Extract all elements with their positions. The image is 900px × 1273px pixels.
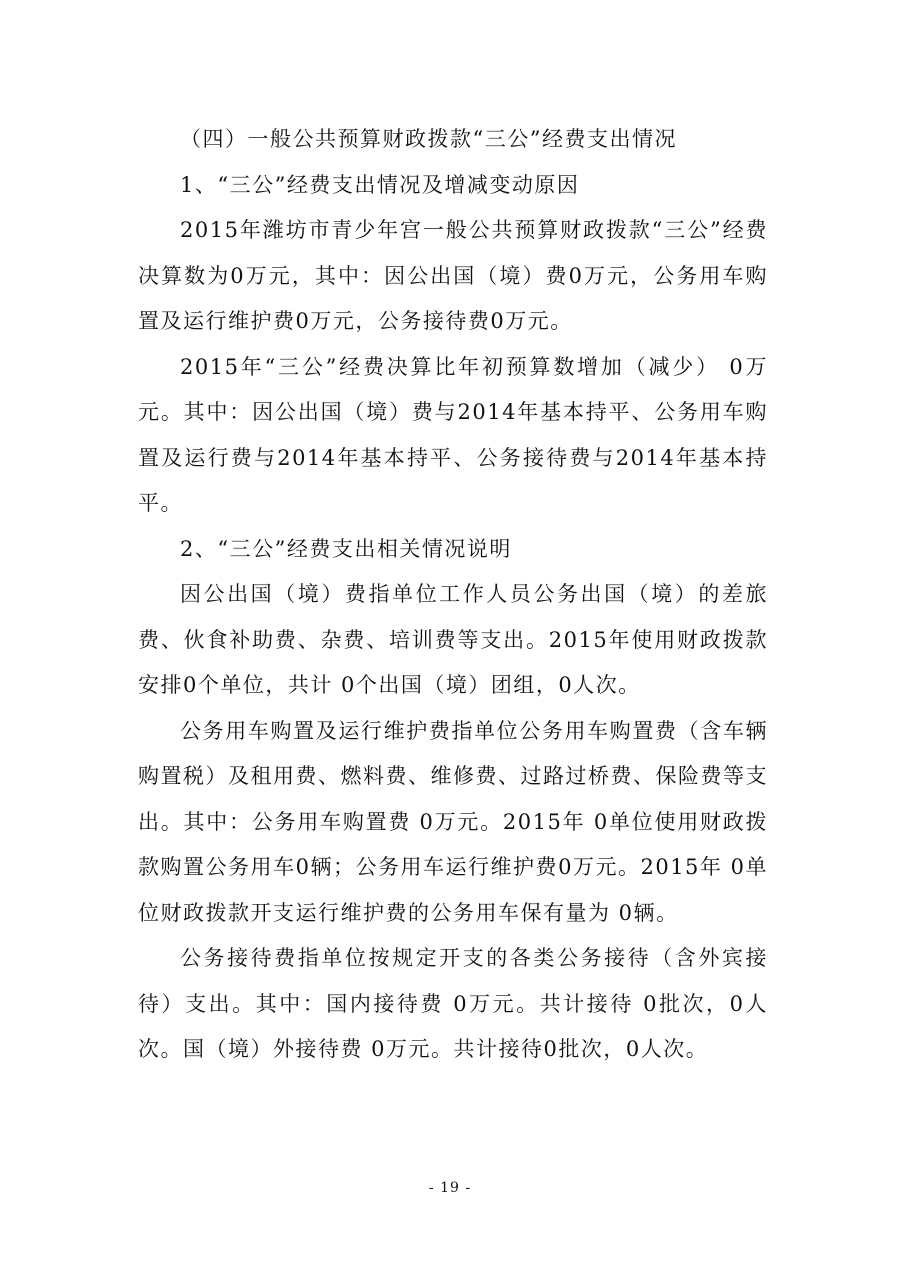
paragraph-3: 因公出国（境）费指单位工作人员公务出国（境）的差旅费、伙食补助费、杂费、培训费等支出。2015年使用财政拨款安排0个单位，共计 0个出国（境）团组，0人次。 [138, 582, 768, 697]
page-number: - 19 - [428, 1180, 472, 1196]
paragraph-1: 2015年潍坊市青少年宫一般公共预算财政拨款“三公”经费决算数为0万元，其中：因公出国（境）费0万元，公务用车购置及运行维护费0万元，公务接待费0万元。 [138, 218, 768, 333]
paragraph-5: 公务接待费指单位按规定开支的各类公务接待（含外宾接待）支出。其中：国内接待费 0万元。共计接待 0批次，0人次。国（境）外接待费 0万元。共计接待0批次，0人次。 [138, 946, 768, 1061]
subsection-2-title: 2、“三公”经费支出相关情况说明 [180, 536, 512, 561]
document-body [138, 117, 768, 1073]
subsection-1-title: 1、“三公”经费支出情况及增减变动原因 [180, 172, 580, 197]
paragraph-4: 公务用车购置及运行维护费指单位公务用车购置费（含车辆购置税）及租用费、燃料费、维修费、过路过桥费、保险费等支出。其中：公务用车购置费 0万元。2015年 0单位使用财政拨款购置公务用车0辆；公务用车运行维护费0万元。2015年 0单位财政拨款开支运行维护费的公务用车保有量为 0辆。 [138, 718, 768, 925]
paragraph-2: 2015年“三公”经费决算比年初预算数增加（减少） 0万元。其中：因公出国（境）费与2014年基本持平、公务用车购置及运行费与2014年基本持平、公务接待费与2014年基本持平。 [138, 354, 768, 515]
section-title: （四）一般公共预算财政拨款“三公”经费支出情况 [180, 127, 677, 151]
